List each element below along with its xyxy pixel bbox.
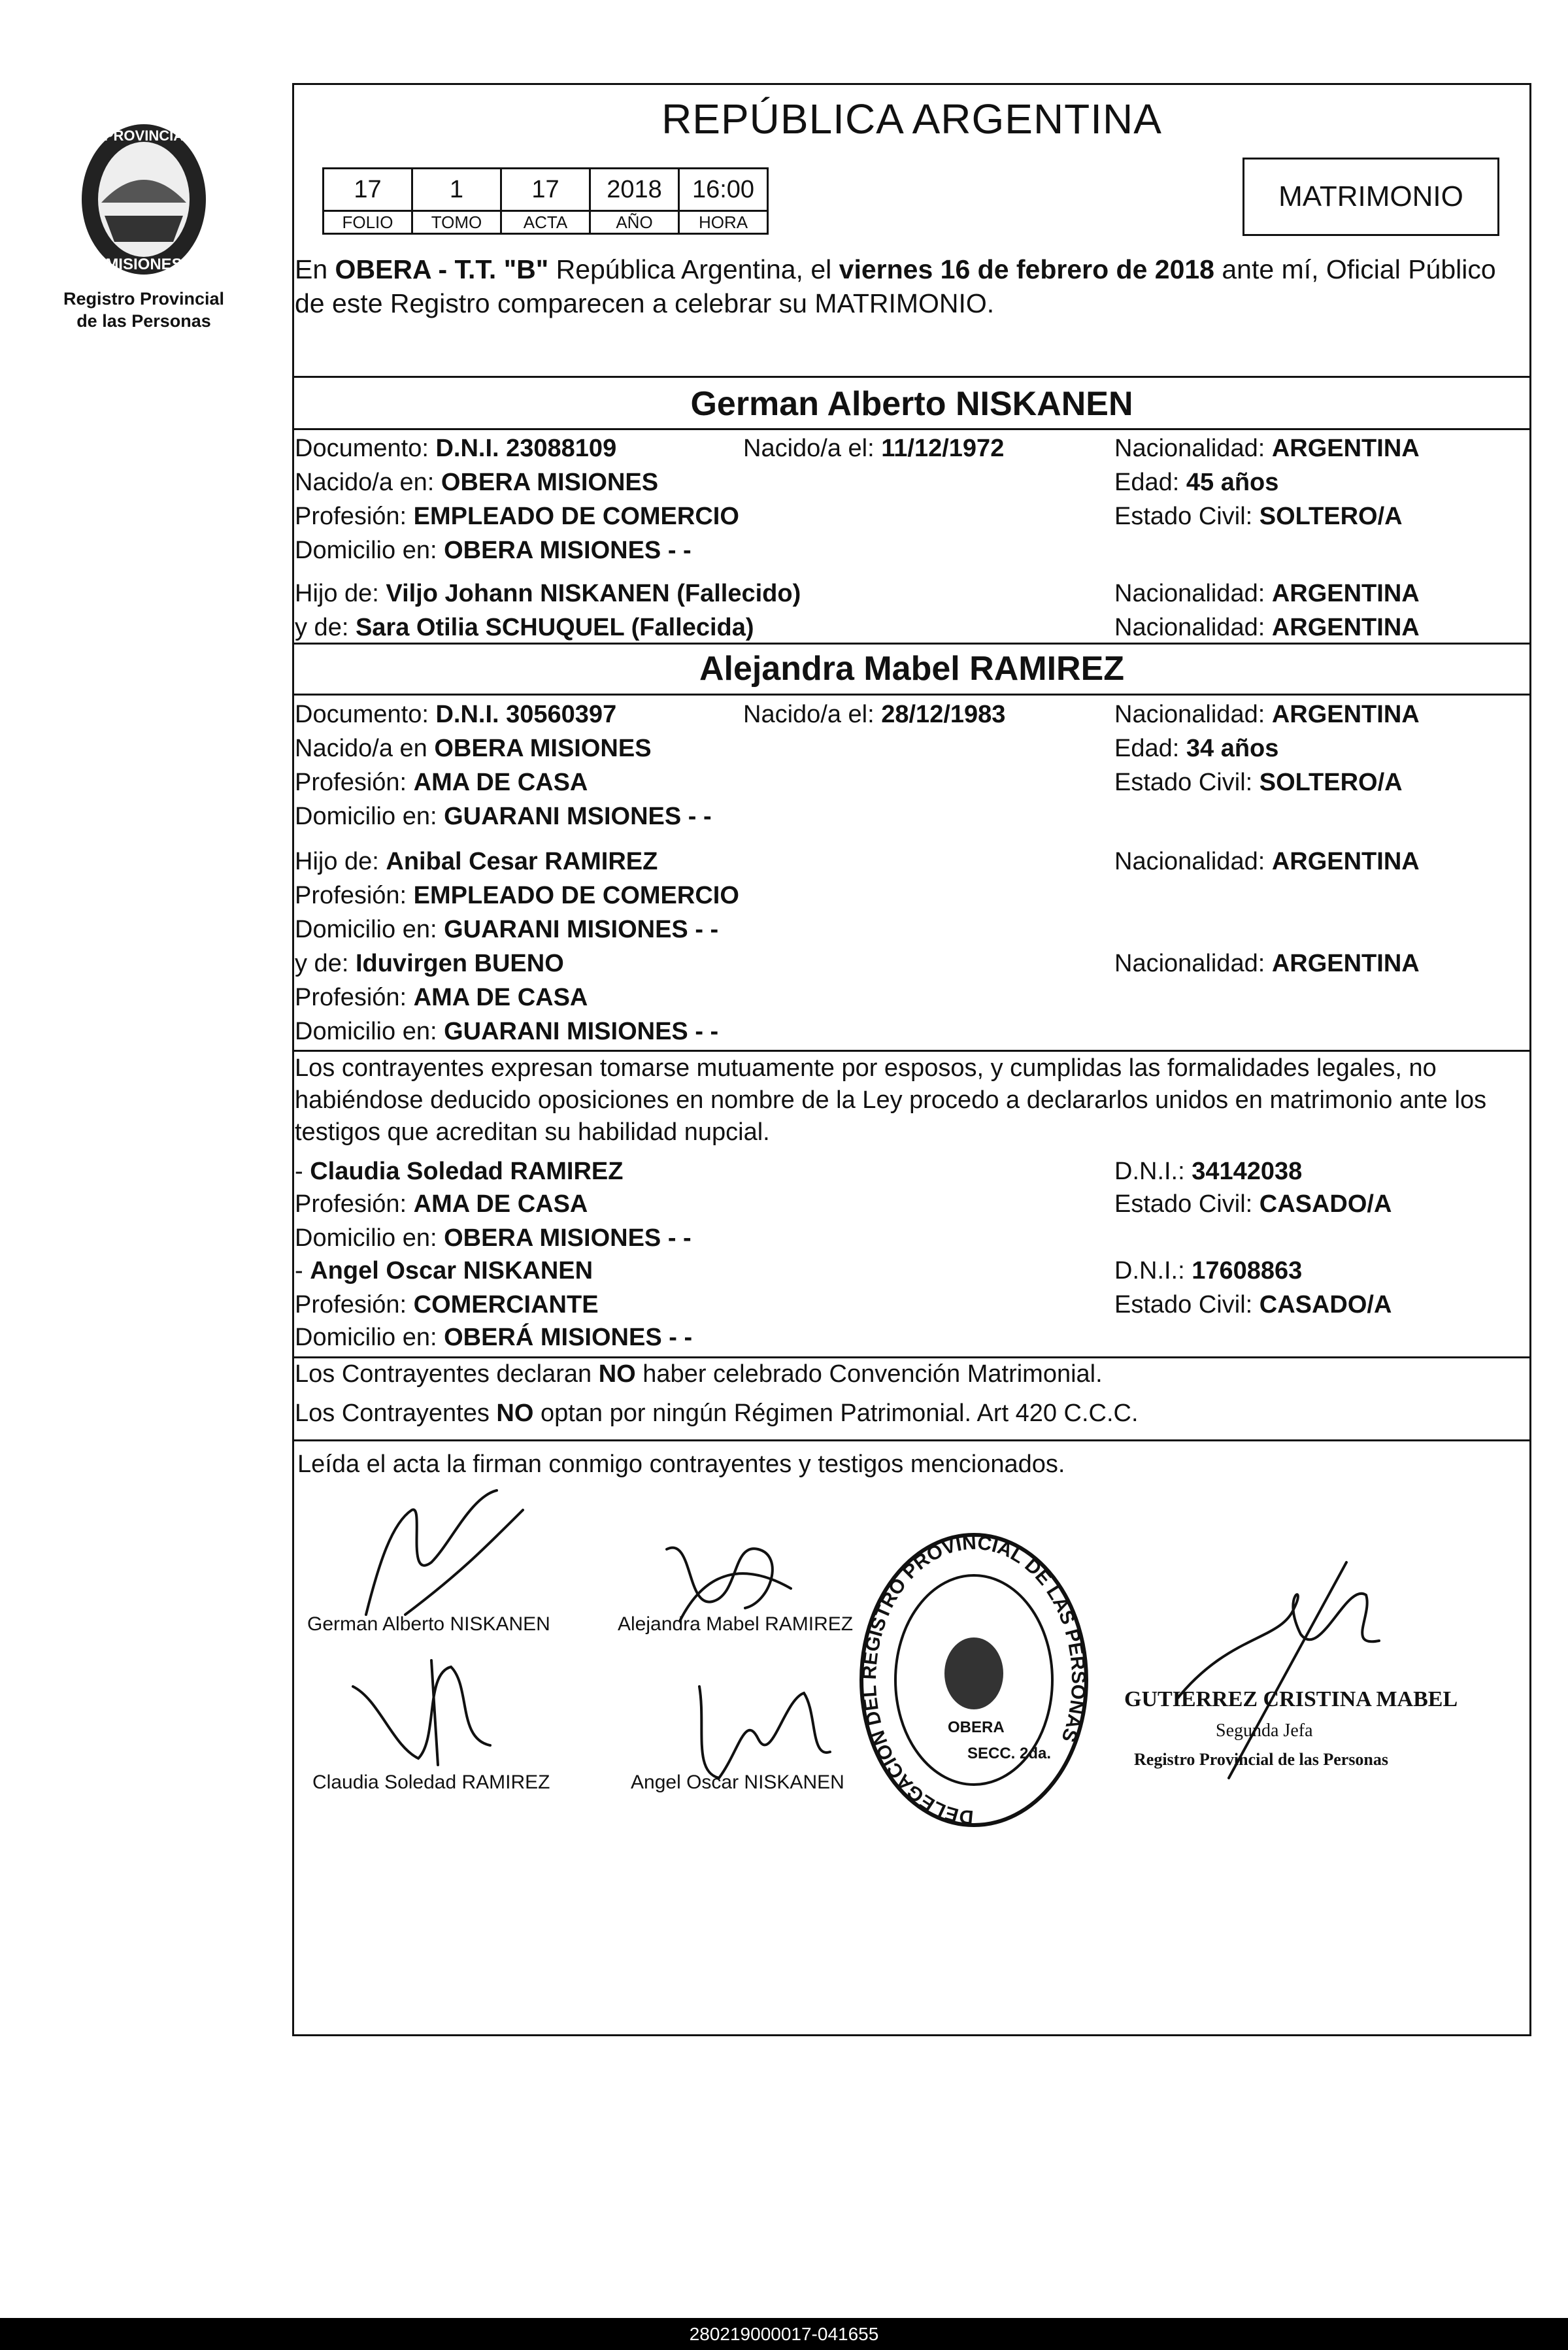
bride-profession: [295, 768, 588, 797]
field-text: CASADO/A: [1259, 1291, 1392, 1318]
field-text: Hijo de:: [295, 580, 386, 607]
divider: [292, 1356, 1531, 1358]
acta-label: ACTA: [501, 211, 590, 234]
witness1-signature: [340, 1647, 510, 1778]
groom-father-nationality: [1114, 579, 1420, 608]
field-text: AMA DE CASA: [413, 984, 588, 1011]
field-text: Profesión:: [295, 882, 414, 909]
field-text: Estado Civil:: [1114, 769, 1259, 796]
bride-nationality: [1114, 700, 1420, 729]
intro-paragraph: En OBERA - T.T. "B" República Argentina, el viernes 16 de febrero de 2018 ante mí, Oficial Público de este Registro comparecen a celebrar su MATRIMONIO.: [295, 254, 1496, 318]
field-text: Nacionalidad:: [1114, 950, 1272, 977]
field-text: OBERA MISIONES: [441, 469, 659, 496]
divider: [292, 1050, 1531, 1052]
divider: [292, 694, 1531, 696]
provincia-misiones-seal: [75, 118, 212, 281]
folio-value: 17: [324, 169, 412, 211]
field-text: Profesión:: [295, 984, 414, 1011]
anio-label: AÑO: [590, 211, 679, 234]
field-text: GUARANI MISIONES - -: [444, 1018, 719, 1045]
official-registry-stamp: [856, 1523, 1092, 1837]
field-text: ARGENTINA: [1271, 614, 1420, 641]
field-text: OBERA MISIONES: [434, 735, 652, 762]
official-role: Segunda Jefa: [1216, 1721, 1313, 1741]
svg-text:DELEGACION DEL REGISTRO PROVIN: DELEGACION DEL REGISTRO PROVINCIAL DE LAS PERSONAS: [858, 1532, 1090, 1828]
convention-line-2: [295, 1399, 1139, 1428]
hora-label: HORA: [679, 211, 768, 234]
field-text: 17608863: [1192, 1257, 1303, 1284]
field-text: CASADO/A: [1259, 1190, 1392, 1218]
field-text: -: [295, 1257, 310, 1284]
groom-profession: [295, 502, 739, 531]
groom-nationality: [1114, 434, 1420, 463]
field-text: Domicilio en:: [295, 803, 444, 830]
bride-father: [295, 847, 658, 876]
groom-name-heading: German Alberto NISKANEN: [690, 385, 1133, 423]
field-text: Profesión:: [295, 1291, 414, 1318]
declaration-paragraph: Los contrayentes expresan tomarse mutuamente por esposos, y cumplidas las formalidades legales, no habiéndose deducido oposiciones en nombre de la Ley procedo a declararlos unidos en matrimonio ante los testigos que acreditan su habilidad nupcial.: [295, 1054, 1487, 1146]
bride-civil-status: [1114, 768, 1403, 797]
field-text: 45 años: [1186, 469, 1279, 496]
field-text: y de:: [295, 614, 356, 641]
bride-address: [295, 802, 712, 831]
groom-mother-nationality: [1114, 613, 1420, 642]
bride-mother-profession: [295, 983, 588, 1012]
divider: [292, 428, 1531, 430]
svg-text:SECC. 2da.: SECC. 2da.: [967, 1745, 1052, 1762]
field-text: Documento:: [295, 701, 436, 728]
field-text: Sara Otilia SCHUQUEL (Fallecida): [355, 614, 754, 641]
witness1-civil-status: [1114, 1190, 1392, 1218]
bride-mother-nationality: [1114, 949, 1420, 978]
field-text: SOLTERO/A: [1259, 769, 1403, 796]
field-text: D.N.I.:: [1114, 1158, 1192, 1185]
groom-birth-date: [743, 434, 1004, 463]
witness2-signature-label: Angel Oscar NISKANEN: [631, 1771, 844, 1793]
field-text: Nacido/a en: [295, 735, 435, 762]
groom-civil-status: [1114, 502, 1403, 531]
field-text: ARGENTINA: [1271, 848, 1420, 875]
field-text: D.N.I. 30560397: [435, 701, 617, 728]
svg-text:OBERA: OBERA: [948, 1719, 1005, 1736]
field-text: AMA DE CASA: [413, 1190, 588, 1218]
groom-document: [295, 434, 616, 463]
witness2-civil-status: [1114, 1290, 1392, 1319]
registry-label: Registro Provincial de las Personas: [63, 289, 225, 331]
field-text: optan por ningún Régimen Patrimonial. Art 420 C.C.C.: [533, 1400, 1139, 1427]
field-text: Angel Oscar NISKANEN: [310, 1257, 593, 1284]
field-text: Nacido/a en:: [295, 469, 441, 496]
field-text: -: [295, 1158, 310, 1185]
divider: [292, 1439, 1531, 1441]
witness1-name: [295, 1157, 624, 1186]
field-text: COMERCIANTE: [413, 1291, 599, 1318]
field-text: Profesión:: [295, 1190, 414, 1218]
witness2-dni: [1114, 1256, 1302, 1285]
svg-text:PROVINCIA: PROVINCIA: [103, 127, 184, 144]
field-text: Domicilio en:: [295, 1224, 444, 1252]
field-text: Anibal Cesar RAMIREZ: [386, 848, 658, 875]
field-text: NO: [598, 1360, 636, 1388]
witness1-dni: [1114, 1157, 1302, 1186]
witness1-signature-label: Claudia Soledad RAMIREZ: [312, 1771, 550, 1793]
field-text: Nacionalidad:: [1114, 701, 1272, 728]
act-metadata-table: [322, 167, 769, 235]
official-organization: Registro Provincial de las Personas: [1134, 1750, 1389, 1769]
field-text: y de:: [295, 950, 356, 977]
field-text: Iduvirgen BUENO: [355, 950, 564, 977]
field-text: Nacionalidad:: [1114, 435, 1272, 462]
field-text: D.N.I. 23088109: [435, 435, 617, 462]
field-text: Claudia Soledad RAMIREZ: [310, 1158, 624, 1185]
tomo-value: 1: [412, 169, 501, 211]
field-text: NO: [496, 1400, 534, 1427]
field-text: D.N.I.:: [1114, 1257, 1192, 1284]
field-text: 28/12/1983: [881, 701, 1006, 728]
field-text: GUARANI MSIONES - -: [444, 803, 712, 830]
field-text: OBERÁ MISIONES - -: [444, 1324, 693, 1351]
divider: [292, 376, 1531, 378]
field-text: 11/12/1972: [881, 435, 1005, 462]
field-text: Estado Civil:: [1114, 503, 1259, 530]
act-type-box: MATRIMONIO: [1243, 158, 1499, 236]
bride-father-address: [295, 915, 718, 944]
field-text: AMA DE CASA: [413, 769, 588, 796]
groom-address: [295, 536, 692, 565]
official-name: GUTIERREZ CRISTINA MABEL: [1124, 1687, 1458, 1711]
field-text: Nacionalidad:: [1114, 580, 1272, 607]
field-text: Domicilio en:: [295, 537, 444, 564]
field-text: Domicilio en:: [295, 1018, 444, 1045]
bride-age: [1114, 734, 1278, 763]
field-text: Hijo de:: [295, 848, 386, 875]
groom-mother: [295, 613, 754, 642]
field-text: Domicilio en:: [295, 916, 444, 943]
field-text: EMPLEADO DE COMERCIO: [413, 882, 739, 909]
bride-signature-label: Alejandra Mabel RAMIREZ: [618, 1613, 854, 1635]
field-text: ARGENTINA: [1271, 580, 1420, 607]
witness2-profession: [295, 1290, 599, 1319]
field-text: OBERA MISIONES - -: [444, 537, 692, 564]
groom-age: [1114, 468, 1278, 497]
closing-statement: Leída el acta la firman conmigo contrayentes y testigos mencionados.: [297, 1451, 1065, 1478]
groom-signature: [327, 1484, 588, 1628]
bride-name-heading: Alejandra Mabel RAMIREZ: [699, 650, 1125, 688]
hora-value: 16:00: [679, 169, 768, 211]
bride-father-profession: [295, 881, 739, 910]
witness1-profession: [295, 1190, 588, 1218]
anio-value: 2018: [590, 169, 679, 211]
bride-father-nationality: [1114, 847, 1420, 876]
field-text: Los Contrayentes: [295, 1400, 497, 1427]
bride-document: [295, 700, 616, 729]
witness2-name: [295, 1256, 593, 1285]
field-text: SOLTERO/A: [1259, 503, 1403, 530]
bride-mother-address: [295, 1017, 718, 1046]
groom-signature-label: German Alberto NISKANEN: [307, 1613, 550, 1635]
field-text: Estado Civil:: [1114, 1291, 1259, 1318]
folio-label: FOLIO: [324, 211, 412, 234]
svg-text:MISIONES: MISIONES: [105, 256, 182, 273]
bride-birth-place: [295, 734, 652, 763]
field-text: 34 años: [1186, 735, 1279, 762]
witness2-address: [295, 1323, 692, 1352]
field-text: Nacido/a el:: [743, 435, 882, 462]
tomo-label: TOMO: [412, 211, 501, 234]
field-text: 34142038: [1192, 1158, 1303, 1185]
field-text: Estado Civil:: [1114, 1190, 1259, 1218]
field-text: OBERA MISIONES - -: [444, 1224, 692, 1252]
country-title: REPÚBLICA ARGENTINA: [661, 95, 1162, 143]
convention-line-1: [295, 1360, 1103, 1388]
groom-father: [295, 579, 801, 608]
field-text: Documento:: [295, 435, 436, 462]
field-text: Viljo Johann NISKANEN (Fallecido): [386, 580, 801, 607]
field-text: ARGENTINA: [1271, 435, 1420, 462]
field-text: Edad:: [1114, 469, 1186, 496]
field-text: EMPLEADO DE COMERCIO: [413, 503, 739, 530]
acta-value: 17: [501, 169, 590, 211]
document-code-footer: 280219000017-041655: [0, 2318, 1568, 2350]
field-text: GUARANI MISIONES - -: [444, 916, 719, 943]
bride-birth-date: [743, 700, 1005, 729]
field-text: ARGENTINA: [1271, 950, 1420, 977]
field-text: Domicilio en:: [295, 1324, 444, 1351]
divider: [292, 643, 1531, 645]
field-text: Profesión:: [295, 503, 414, 530]
field-text: ARGENTINA: [1271, 701, 1420, 728]
field-text: Nacionalidad:: [1114, 614, 1272, 641]
bride-mother: [295, 949, 564, 978]
witness1-address: [295, 1224, 692, 1252]
groom-birth-place: [295, 468, 658, 497]
field-text: Profesión:: [295, 769, 414, 796]
field-text: haber celebrado Convención Matrimonial.: [635, 1360, 1103, 1388]
field-text: Nacido/a el:: [743, 701, 882, 728]
field-text: Edad:: [1114, 735, 1186, 762]
field-text: Los Contrayentes declaran: [295, 1360, 599, 1388]
field-text: Nacionalidad:: [1114, 848, 1272, 875]
